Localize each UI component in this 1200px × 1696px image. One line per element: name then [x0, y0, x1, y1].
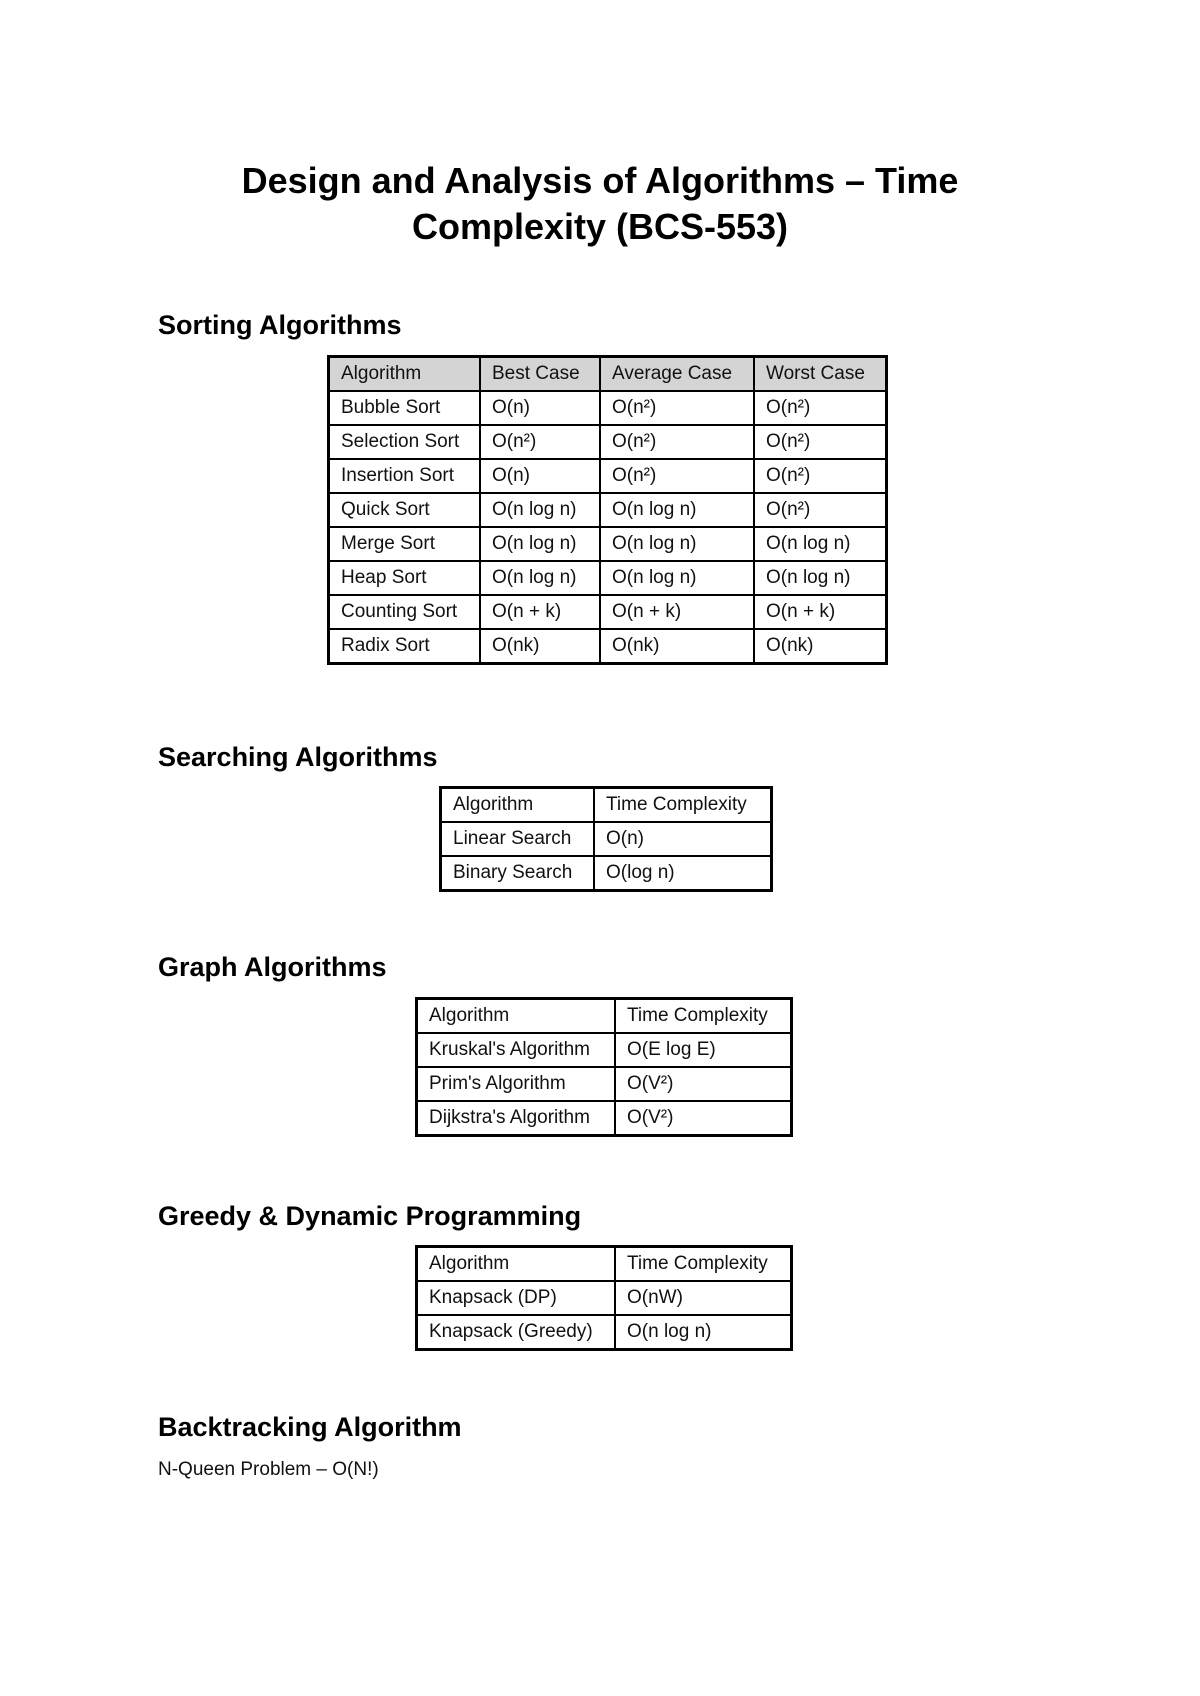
table-cell: Knapsack (Greedy)	[417, 1315, 616, 1350]
table-row	[417, 1101, 792, 1136]
page-title	[0, 158, 1200, 250]
table-cell: O(n)	[480, 391, 600, 425]
table-cell: O(n)	[594, 822, 772, 856]
table-row	[441, 856, 772, 891]
table-row	[329, 459, 887, 493]
table-cell: Prim's Algorithm	[417, 1067, 616, 1101]
searching-table	[439, 786, 773, 892]
table-cell: Kruskal's Algorithm	[417, 1033, 616, 1067]
table-cell: Dijkstra's Algorithm	[417, 1101, 616, 1136]
table-cell: O(n log n)	[600, 493, 754, 527]
table-row	[329, 391, 887, 425]
table-cell: Counting Sort	[329, 595, 481, 629]
table-row	[441, 822, 772, 856]
table-cell: O(n log n)	[600, 527, 754, 561]
table-cell: O(log n)	[594, 856, 772, 891]
table-cell: Binary Search	[441, 856, 595, 891]
table-cell: O(n log n)	[480, 527, 600, 561]
table-cell: O(n + k)	[600, 595, 754, 629]
column-header: Time Complexity	[615, 999, 792, 1034]
column-header: Algorithm	[417, 1247, 616, 1282]
table-cell: Heap Sort	[329, 561, 481, 595]
column-header: Average Case	[600, 357, 754, 392]
table-cell: O(n + k)	[754, 595, 887, 629]
table-cell: O(n²)	[754, 425, 887, 459]
table-cell: O(n)	[480, 459, 600, 493]
table-cell: O(n²)	[754, 493, 887, 527]
table-cell: Selection Sort	[329, 425, 481, 459]
sorting-table	[327, 355, 888, 665]
table-cell: O(nk)	[600, 629, 754, 664]
sorting-heading: Sorting Algorithms	[158, 310, 402, 340]
table-row	[329, 493, 887, 527]
greedy-dp-heading: Greedy & Dynamic Programming	[158, 1201, 582, 1231]
table-cell: O(nk)	[480, 629, 600, 664]
column-header: Time Complexity	[615, 1247, 792, 1282]
table-cell: O(n²)	[600, 459, 754, 493]
table-cell: Insertion Sort	[329, 459, 481, 493]
table-cell: O(n²)	[480, 425, 600, 459]
column-header: Algorithm	[441, 788, 595, 823]
table-cell: Radix Sort	[329, 629, 481, 664]
searching-heading: Searching Algorithms	[158, 742, 438, 772]
table-row	[329, 595, 887, 629]
table-row	[329, 425, 887, 459]
page-title-line-2: Complexity (BCS-553)	[411, 206, 789, 247]
table-cell: O(n log n)	[615, 1315, 792, 1350]
table-cell: O(n log n)	[754, 527, 887, 561]
table-cell: O(n log n)	[480, 493, 600, 527]
table-row	[417, 1067, 792, 1101]
table-cell: Linear Search	[441, 822, 595, 856]
table-cell: O(n log n)	[600, 561, 754, 595]
column-header: Best Case	[480, 357, 600, 392]
page-title-line-1: Design and Analysis of Algorithms – Time	[241, 160, 959, 201]
table-header-row	[441, 788, 772, 823]
table-row	[329, 629, 887, 664]
table-cell: O(V²)	[615, 1067, 792, 1101]
column-header: Worst Case	[754, 357, 887, 392]
column-header: Algorithm	[329, 357, 481, 392]
table-cell: O(n²)	[754, 391, 887, 425]
table-cell: O(n²)	[600, 425, 754, 459]
n-queen-line: N-Queen Problem – O(N!)	[158, 1459, 379, 1480]
table-cell: Quick Sort	[329, 493, 481, 527]
table-header-row	[417, 1247, 792, 1282]
column-header: Time Complexity	[594, 788, 772, 823]
table-cell: O(n²)	[754, 459, 887, 493]
table-cell: O(n log n)	[754, 561, 887, 595]
table-row	[417, 1281, 792, 1315]
column-header: Algorithm	[417, 999, 616, 1034]
table-cell: O(nW)	[615, 1281, 792, 1315]
table-cell: Knapsack (DP)	[417, 1281, 616, 1315]
table-cell: O(n log n)	[480, 561, 600, 595]
table-header-row	[417, 999, 792, 1034]
table-cell: O(n²)	[600, 391, 754, 425]
table-cell: O(nk)	[754, 629, 887, 664]
table-cell: O(V²)	[615, 1101, 792, 1136]
graph-heading: Graph Algorithms	[158, 952, 387, 982]
table-cell: O(n + k)	[480, 595, 600, 629]
table-header-row	[329, 357, 887, 392]
graph-table	[415, 997, 793, 1137]
backtracking-heading: Backtracking Algorithm	[158, 1412, 462, 1442]
table-row	[417, 1315, 792, 1350]
table-cell: Merge Sort	[329, 527, 481, 561]
table-cell: O(E log E)	[615, 1033, 792, 1067]
table-cell: Bubble Sort	[329, 391, 481, 425]
greedy-dp-table	[415, 1245, 793, 1351]
table-row	[329, 561, 887, 595]
table-row	[329, 527, 887, 561]
table-row	[417, 1033, 792, 1067]
